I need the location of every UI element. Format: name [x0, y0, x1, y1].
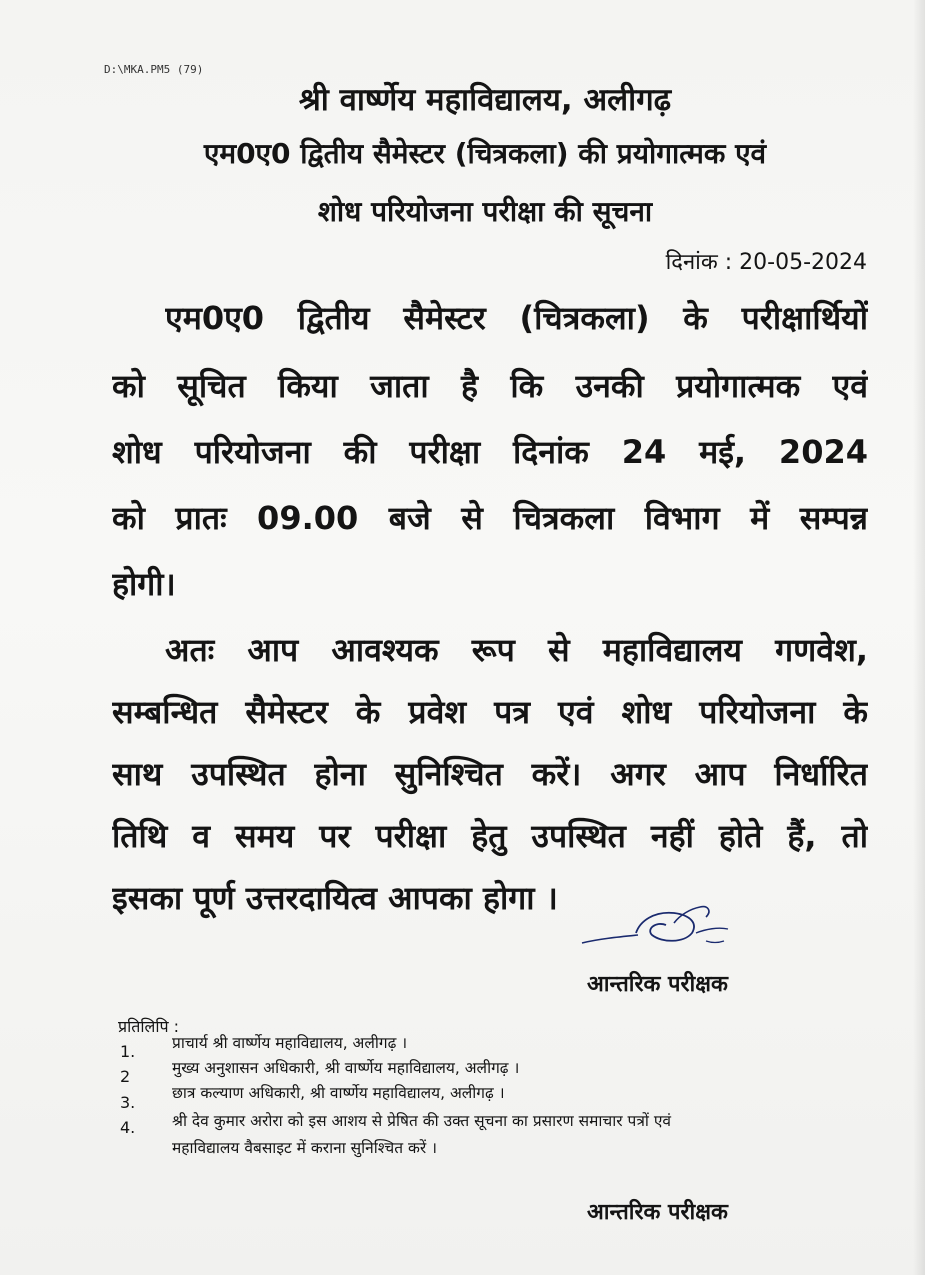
copy-item-number: 2 [120, 1067, 131, 1086]
copy-heading: प्रतिलिपि : [118, 1017, 180, 1036]
notice-title-line-1: एम0ए0 द्वितीय सैमेस्टर (चित्रकला) की प्रयोगात्मक एवं [203, 137, 767, 170]
body-line-1: एम0ए0 द्वितीय सैमेस्टर (चित्रकला) के परीक्षार्थियों [165, 299, 868, 337]
copy-item-number: 4. [120, 1118, 136, 1137]
notice-title-line-2: शोध परियोजना परीक्षा की सूचना [317, 195, 653, 228]
copy-item-text: मुख्य अनुशासन अधिकारी, श्री वार्ष्णेय महाविद्यालय, अलीगढ़ । [172, 1059, 520, 1077]
copy-item-text: छात्र कल्याण अधिकारी, श्री वार्ष्णेय महाविद्यालय, अलीगढ़ । [172, 1084, 505, 1102]
notice-date: दिनांक : 20-05-2024 [665, 250, 867, 275]
body-line-4: को प्रातः 09.00 बजे से चित्रकला विभाग में सम्पन्न [112, 499, 868, 537]
copy-item-continuation: महाविद्यालय वैबसाइट में कराना सुनिश्चित करें । [172, 1139, 438, 1157]
internal-examiner-label: आन्तरिक परीक्षक [587, 972, 728, 997]
body-line-7: सम्बन्धित सैमेस्टर के प्रवेश पत्र एवं शोध परियोजना के [112, 693, 868, 731]
internal-examiner-label-bottom: आन्तरिक परीक्षक [587, 1200, 728, 1225]
body-line-10: इसका पूर्ण उत्तरदायित्व आपका होगा । [112, 879, 558, 917]
college-name: श्री वार्ष्णेय महाविद्यालय, अलीगढ़ [298, 82, 672, 118]
copy-item-number: 3. [120, 1093, 136, 1112]
copy-item-number: 1. [120, 1042, 136, 1061]
body-line-2: को सूचित किया जाता है कि उनकी प्रयोगात्मक एवं [112, 367, 868, 405]
body-line-8: साथ उपस्थित होना सुनिश्चित करें। अगर आप निर्धारित [112, 755, 868, 793]
body-line-9: तिथि व समय पर परीक्षा हेतु उपस्थित नहीं होते हैं, तो [112, 817, 868, 855]
copy-item-text: प्राचार्य श्री वार्ष्णेय महाविद्यालय, अलीगढ़ । [172, 1034, 408, 1052]
body-line-6: अतः आप आवश्यक रूप से महाविद्यालय गणवेश, [165, 631, 868, 669]
signature-image [578, 893, 738, 953]
body-line-5: होगी। [112, 565, 176, 603]
file-reference: D:\MKA.PM5 (79) [104, 63, 204, 76]
body-line-3: शोध परियोजना की परीक्षा दिनांक 24 मई, 2024 [112, 433, 868, 471]
page-edge-shadow [913, 0, 925, 1275]
copy-item-text: श्री देव कुमार अरोरा को इस आशय से प्रेषित की उक्त सूचना का प्रसारण समाचार पत्रों एवं [172, 1112, 672, 1130]
